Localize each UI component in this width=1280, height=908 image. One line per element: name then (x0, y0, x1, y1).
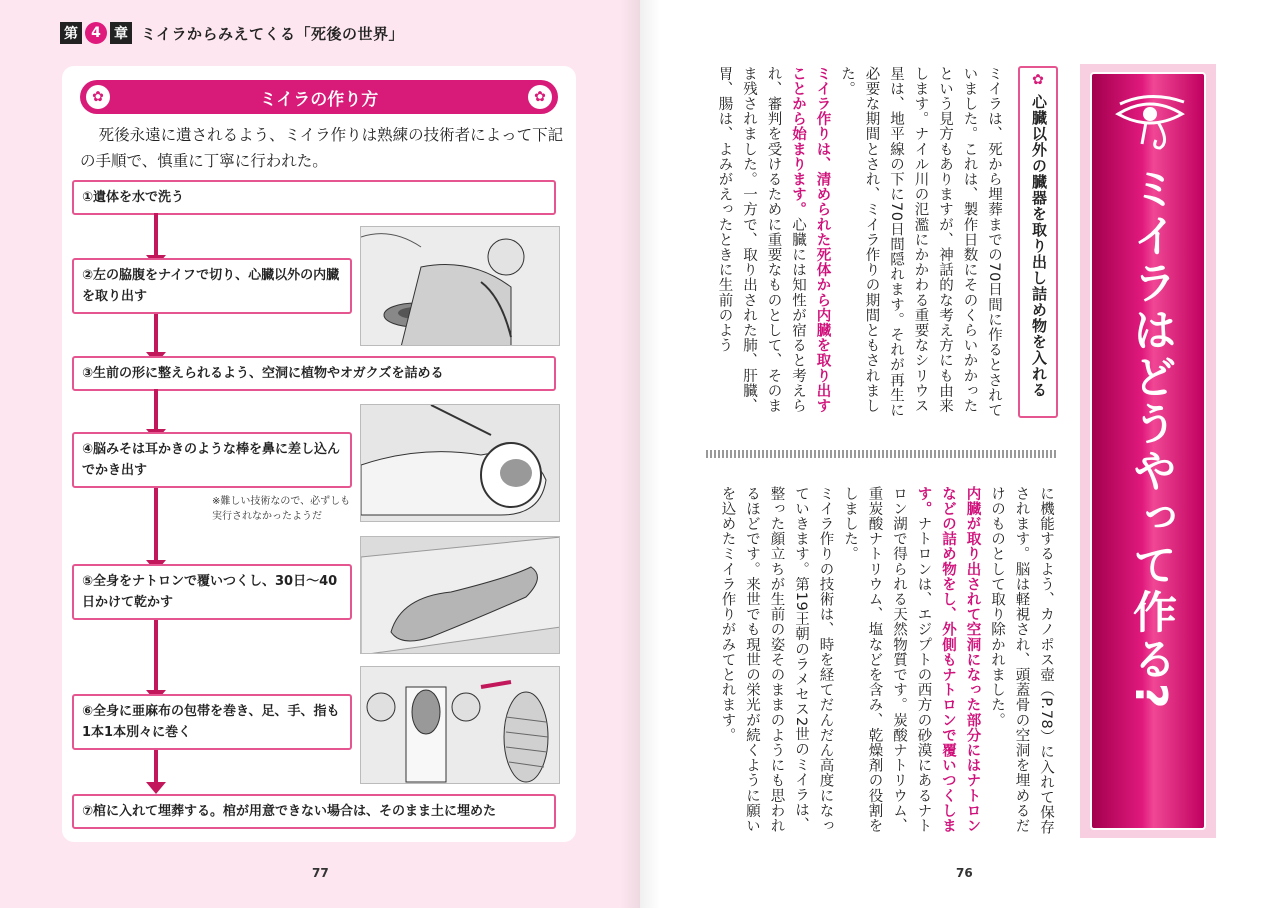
upper-body-text (706, 66, 1006, 418)
lower-body-text (706, 486, 1058, 838)
mummy-process-panel (62, 66, 576, 842)
right-page (640, 0, 1280, 908)
intro-text: 死後永遠に遺されるよう、ミイラ作りは熟練の技術者によって下記の手順で、慎重に丁寧に行われた。 (80, 126, 564, 170)
lower-highlight: 内臓が取り出されて空洞になった部分にはナトロンなどの詰め物をし、外側もナトロンで覆いつくします。 (915, 486, 981, 834)
panel-title-bar (80, 80, 558, 114)
fan-ornament-icon: ✿ (86, 85, 110, 109)
section-heading: 心臓以外の臓器を取り出し詰め物を入れる (1030, 94, 1048, 398)
upper-para-1: ミイラは、死から埋葬までの70日間に作るとされていました。これは、製作日数にそのくらいかかったという見方もありますが、神話的な考え方にも由来します。ナイル川の氾濫にかかわる重要なシリウス星は、地平線の下に70日間隠れます。それが再生に必要な期間とされ、ミイラ作りの期間ともされました。 (839, 66, 1002, 418)
upper-para-2: 心臓には知性が宿ると考えられ、審判を受けるために重要なものとして、そのまま残されました。一方で、取り出された肺、肝臓、胃、腸は、よみがえったときに生前のよう (716, 66, 806, 414)
page-number-right: 76 (956, 866, 973, 880)
fan-ornament-icon: ✿ (1032, 72, 1044, 88)
page-number-left: 77 (312, 866, 329, 880)
illustration-natron-drying (360, 536, 560, 654)
step-1: ①遺体を水で洗う (72, 180, 556, 215)
upper-highlight: ミイラ作りは、清められた死体から内臓を取り出すことから始まります。 (790, 66, 831, 414)
step-7: ⑦棺に入れて埋葬する。棺が用意できない場合は、そのまま土に埋めた (72, 794, 556, 829)
title-panel (1090, 72, 1206, 830)
fan-ornament-icon: ✿ (528, 85, 552, 109)
arrow-down-icon (154, 314, 158, 354)
title-band (1080, 64, 1216, 838)
chapter-number: 4 (85, 22, 107, 44)
illustration-bandage-wrapping (360, 666, 560, 784)
book-gutter (620, 0, 660, 908)
chapter-title: ミイラからみえてくる「死後の世界」 (141, 24, 405, 43)
step-6: ⑥全身に亜麻布の包帯を巻き、足、手、指も1本1本別々に巻く (72, 694, 352, 750)
illustration-brain-removal (360, 404, 560, 522)
arrow-down-icon (154, 213, 158, 257)
step-3: ③生前の形に整えられるよう、空洞に植物やオガクズを詰める (72, 356, 556, 391)
lower-para-1: に機能するよう、カノポス壺（P.78）に入れて保存されます。脳は軽視され、頭蓋骨の空洞を埋めるだけのものとして取り除かれました。 (989, 486, 1054, 836)
arrow-down-icon (154, 620, 158, 692)
step-4: ④脳みそは耳かきのような棒を鼻に差し込んでかき出す (72, 432, 352, 488)
section-divider (706, 450, 1058, 458)
lower-para-3: ミイラ作りの技術は、時を経てだんだん高度になっていきます。第19王朝のラメセス2世のミイラは、整った顔立ちが生前の姿そのままのようにも思われるほどです。来世でも現世の栄光が続くように願いを込めたミイラ作りがみてとれます。 (719, 486, 834, 834)
step-4-note: ※難しい技術なので、必ずしも実行されなかったようだ (212, 496, 351, 522)
illustration-embalmer-removing-organs (360, 226, 560, 346)
eye-of-horus-icon (1110, 92, 1190, 152)
chapter-suffix: 章 (110, 22, 132, 44)
arrow-down-icon (154, 488, 158, 562)
panel-title: ミイラの作り方 (259, 89, 379, 110)
arrow-down-icon (154, 389, 158, 431)
section-heading-box (1018, 66, 1058, 418)
article-title: ミイラはどうやって作る? (1125, 166, 1176, 712)
chapter-header (60, 22, 404, 44)
arrow-down-icon (154, 750, 158, 784)
chapter-prefix: 第 (60, 22, 82, 44)
step-2: ②左の脇腹をナイフで切り、心臓以外の内臓を取り出す (72, 258, 352, 314)
lower-para-2: ナトロンは、エジプトの西方の砂漠にあるナトロン湖で得られる天然物質です。炭酸ナトリウム、重炭酸ナトリウム、塩などを含み、乾燥剤の役割をしました。 (842, 486, 932, 834)
step-5: ⑤全身をナトロンで覆いつくし、30日～40日かけて乾かす (72, 564, 352, 620)
